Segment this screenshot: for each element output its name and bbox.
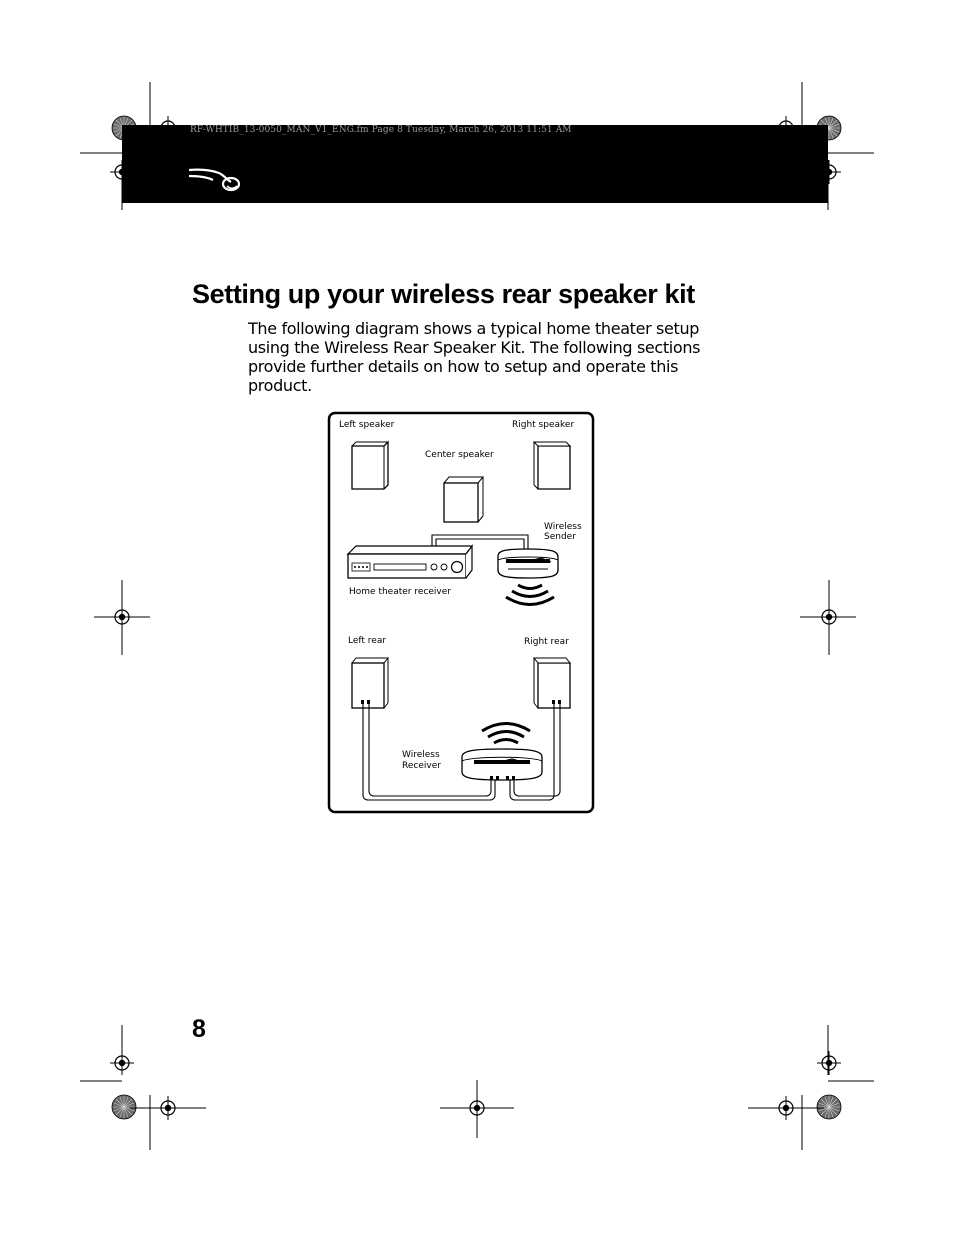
label-right-speaker: Right speaker xyxy=(512,420,575,430)
intro-paragraph: The following diagram shows a typical home theater setup using the Wireless Rear Speaker Kit. The following sections provide further details on how to setup and operate this product. xyxy=(248,319,701,395)
speaker-setup-diagram xyxy=(326,410,596,816)
label-wireless-receiver-line1: Wireless xyxy=(402,750,440,760)
page-title: Setting up your wireless rear speaker kit xyxy=(192,279,695,309)
label-wireless-receiver-line2: Receiver xyxy=(402,761,441,771)
brand-logo-icon xyxy=(187,164,243,192)
right-rear-speaker-icon xyxy=(534,658,570,708)
wireless-sender-icon xyxy=(498,549,558,578)
left-speaker-icon xyxy=(352,442,388,489)
wireless-receiver-icon xyxy=(462,749,542,780)
label-center-speaker: Center speaker xyxy=(425,450,494,460)
print-info: RF-WHTIB_13-0050_MAN_V1_ENG.fm Page 8 Tuesday, March 26, 2013 11:51 AM xyxy=(190,125,572,135)
label-left-speaker: Left speaker xyxy=(339,420,395,430)
label-home-theater-receiver: Home theater receiver xyxy=(349,587,451,597)
label-left-rear: Left rear xyxy=(348,636,387,646)
label-right-rear: Right rear xyxy=(524,637,569,647)
home-theater-receiver-icon xyxy=(348,546,472,578)
right-speaker-icon xyxy=(534,442,570,489)
page-number: 8 xyxy=(192,1015,206,1043)
center-speaker-icon xyxy=(444,477,483,522)
label-wireless-sender-line1: Wireless xyxy=(544,522,582,532)
left-rear-speaker-icon xyxy=(352,658,388,708)
label-wireless-sender-line2: Sender xyxy=(544,532,576,542)
